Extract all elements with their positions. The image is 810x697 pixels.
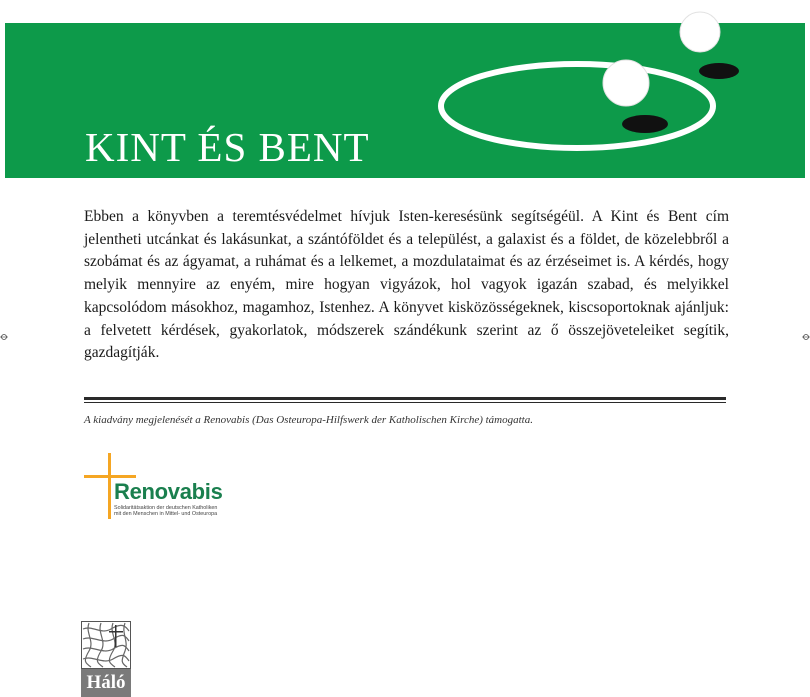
renovabis-tagline-line-1: Solidaritätsaktion der deutschen Katholiken [114, 505, 218, 511]
renovabis-logo [84, 453, 244, 519]
renovabis-tagline-line-2: mit den Menschen in Mittel- und Osteuropa [114, 511, 218, 517]
ring-ellipse [441, 64, 713, 148]
ball-small [680, 12, 720, 52]
divider-thin [84, 402, 726, 403]
ball-shadow-large [622, 115, 668, 133]
intro-paragraph: Ebben a könyvben a teremtésvédelmet hívjuk Isten-keresésünk segítségéül. A Kint és Bent cím jelentheti utcánkat és lakásunkat, a szántóföldet és a települést, a galaxist és a földet, de közelebbről a szobámat és az ágyamat, a ruhámat és a lelkemet, a mozdulataimat és az érzéseimet is. A kérdés, hogy melyik mennyire az enyém, mire hogyan vigyázok, hol vagyok igazán szabad, és melyikkel kapcsolódom másokhoz, magamhoz, Istenhez. A könyvet kisközösségeknek, kiscsoportoknak ajánljuk: a felvetett kérdések, gyakorlatok, módszerek szándékunk szerint az ő összejöveteleiket segítik, gazdagítják. [84, 208, 729, 362]
book-title: KINT ÉS BENT [85, 124, 370, 170]
net-pattern-icon [81, 621, 131, 669]
halo-publisher-logo [81, 621, 131, 697]
sponsor-note: A kiadvány megjelenését a Renovabis (Das Osteuropa-Hilfswerk der Katholischen Kirche) támogatta. [84, 414, 533, 426]
registration-mark-left [0, 333, 8, 341]
ball-shadow-small [699, 63, 739, 79]
divider-thick [84, 397, 726, 400]
renovabis-wordmark: Renovabis [114, 479, 223, 504]
halo-wordmark: Háló [81, 669, 131, 697]
renovabis-tagline [114, 505, 254, 517]
ball-large [603, 60, 649, 106]
title-banner [5, 23, 805, 178]
registration-mark-right [802, 333, 810, 341]
